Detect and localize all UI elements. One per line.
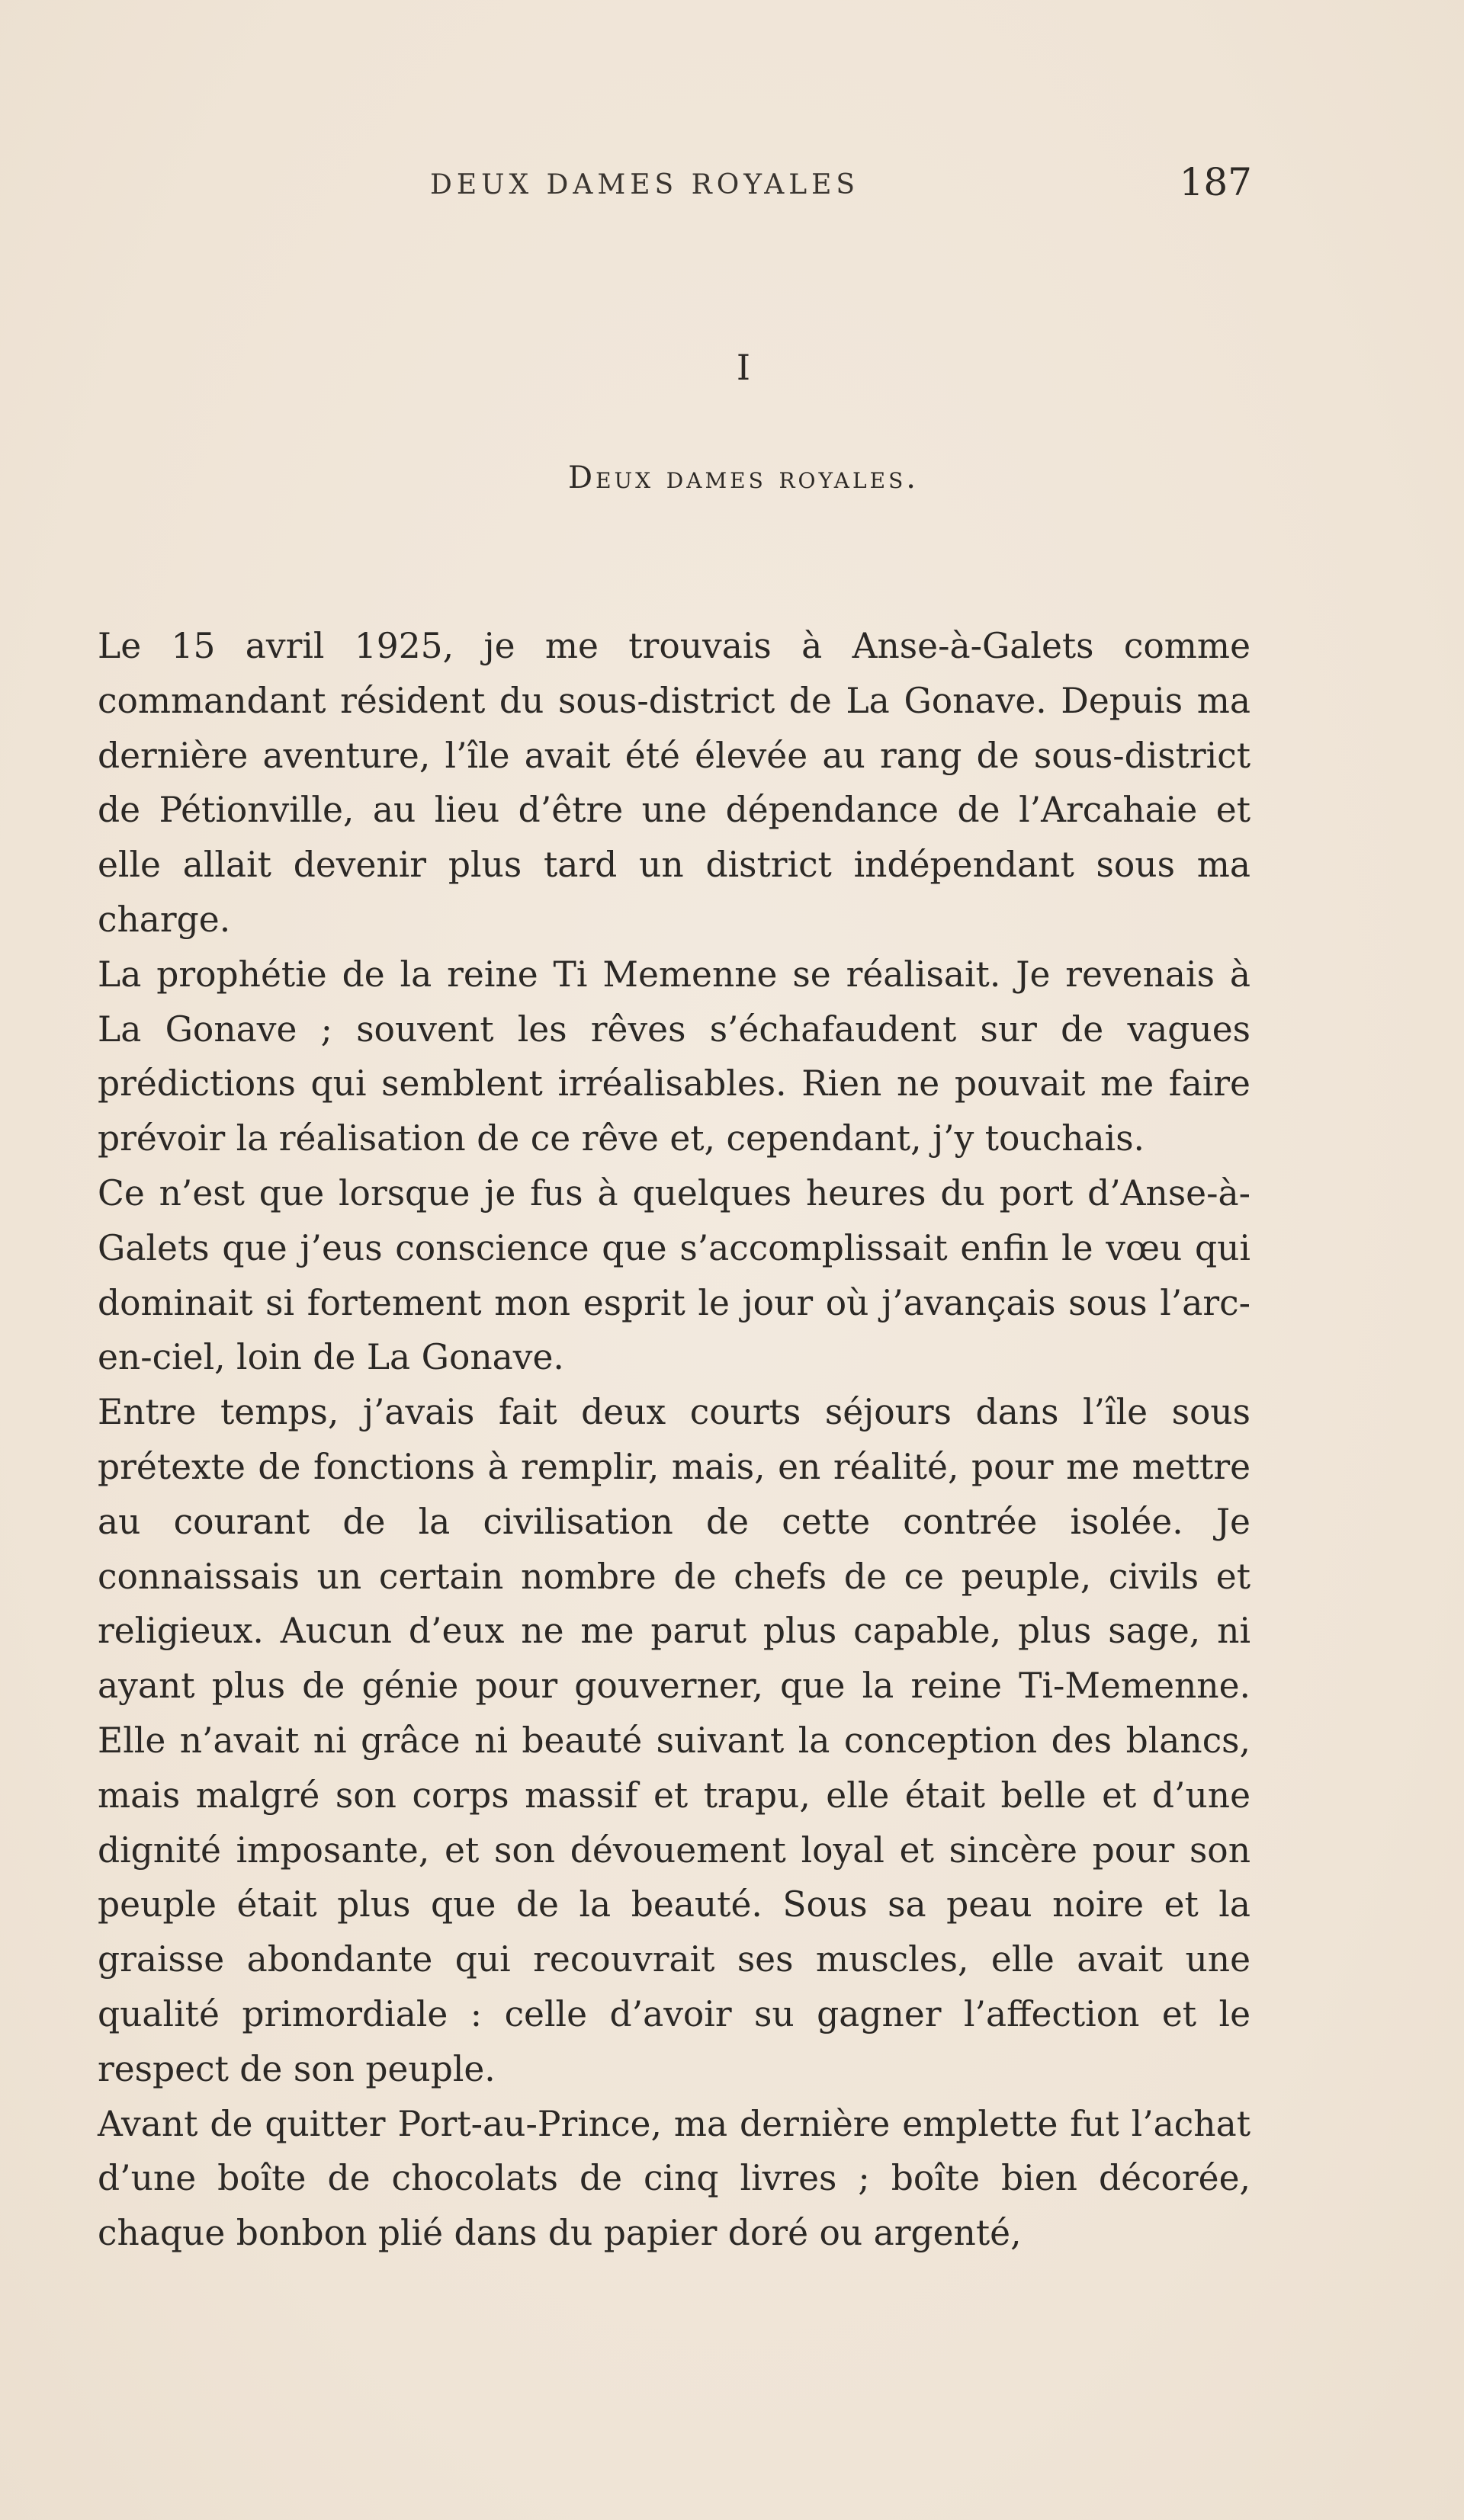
- paragraph: Avant de quitter Port-au-Prince, ma dernière emplette fut l’achat d’une boîte de chocolats de cinq livres ; boîte bien décorée, chaque bonbon plié dans du papier doré ou argenté,: [98, 2103, 1250, 2254]
- body-text: [98, 619, 1250, 2261]
- section-title: Deux dames royales.: [568, 460, 919, 495]
- paragraph: Ce n’est que lorsque je fus à quelques heures du port d’Anse-à-Galets que j’eus conscience que s’accomplissait enfin le vœu qui dominait si fortement mon esprit le jour où j’avançais sous l’arc-en-ciel, loin de La Gonave.: [98, 1172, 1250, 1378]
- paragraph: La prophétie de la reine Ti Memenne se réalisait. Je revenais à La Gonave ; souvent les rêves s’échafaudent sur de vagues prédictions qui semblent irréalisables. Rien ne pouvait me faire prévoir la réalisation de ce rêve et, cependant, j’y touchais.: [98, 954, 1250, 1159]
- section-number: I: [736, 347, 751, 388]
- running-title: DEUX DAMES ROYALES: [430, 169, 860, 200]
- page-number: 187: [1179, 160, 1252, 204]
- paragraph: Le 15 avril 1925, je me trouvais à Anse-à-Galets comme commandant résident du sous-district de La Gonave. Depuis ma dernière aventure, l’île avait été élevée au rang de sous-district de Pétionville, au lieu d’être une dépendance de l’Arcahaie et elle allait devenir plus tard un district indépendant sous ma charge.: [98, 626, 1250, 940]
- paragraph: Entre temps, j’avais fait deux courts séjours dans l’île sous prétexte de fonctions à remplir, mais, en réalité, pour me mettre au courant de la civilisation de cette contrée isolée. Je connaissais un certain nombre de chefs de ce peuple, civils et religieux. Aucun d’eux ne me parut plus capable, plus sage, ni ayant plus de génie pour gouverner, que la reine Ti-Memenne. Elle n’avait ni grâce ni beauté suivant la conception des blancs, mais malgré son corps massif et trapu, elle était belle et d’une dignité imposante, et son dévouement loyal et sincère pour son peuple était plus que de la beauté. Sous sa peau noire et la graisse abondante qui recouvrait ses muscles, elle avait une qualité primordiale : celle d’avoir su gagner l’affection et le respect de son peuple.: [98, 1392, 1250, 2089]
